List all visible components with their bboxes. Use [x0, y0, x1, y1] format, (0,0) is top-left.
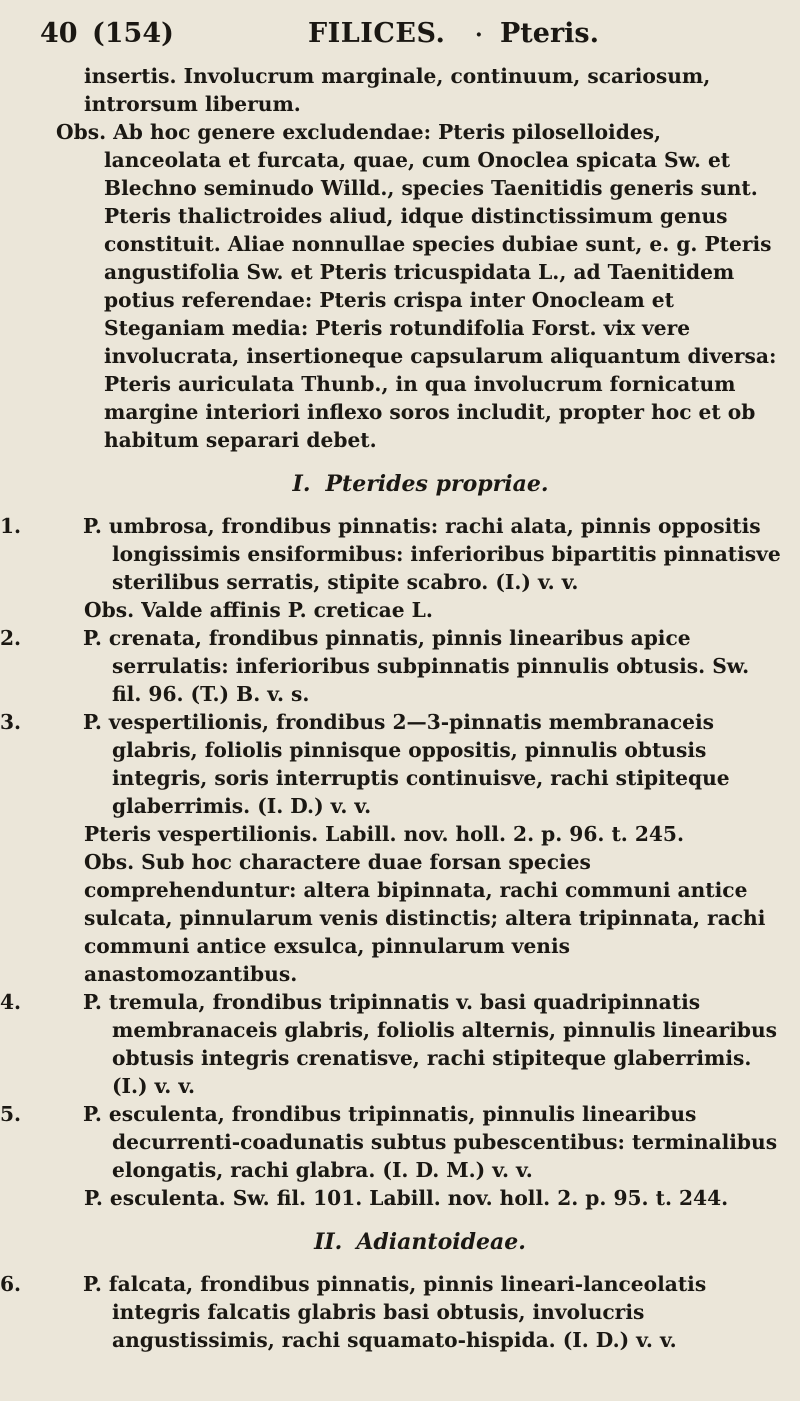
- section-title: Pterides propriae.: [325, 471, 549, 497]
- species-text: P. crenata, frondibus pinnatis, pinnis linearibus apice serrulatis: inferioribus subpinnatis pinnulis obtusis. Sw. fil. 96. (T.) B. v. s.: [83, 626, 750, 706]
- page-reference: (154): [92, 18, 174, 49]
- page-body: [0, 62, 784, 1354]
- obs-intro: [56, 118, 784, 454]
- species-note-text: Obs. Valde affinis P. creticae L.: [84, 598, 433, 622]
- species-note: [56, 1184, 784, 1212]
- species-note: [56, 596, 784, 624]
- page-header: [0, 8, 800, 58]
- species-text: P. esculenta, frondibus tripinnatis, pinnulis linearibus decurrenti-coadunatis subtus pubescentibus: terminalibus elongatis, rachi glabra. (I. D. M.) v. v.: [83, 1102, 778, 1182]
- species-entry: [0, 1100, 784, 1184]
- species-text: P. umbrosa, frondibus pinnatis: rachi alata, pinnis oppositis longissimis ensiformibus: inferioribus bipartitis pinnatisve sterilibus serratis, stipite scabro. (I.) v. v.: [83, 514, 781, 594]
- section-numeral: II.: [314, 1229, 343, 1255]
- species-entry: [0, 708, 784, 820]
- species-number: 4.: [0, 990, 22, 1014]
- species-note: [56, 820, 784, 848]
- obs-text: Ab hoc genere excludendae: Pteris piloselloides, lanceolata et furcata, quae, cum Onoclea spicata Sw. et Blechno seminudo Willd., species Taenitidis generis sunt. Pteris thalictroides aliud, idque distinctissimum genus constituit. Aliae nonnullae species dubiae sunt, e. g. Pteris angustifolia Sw. et Pteris tricuspidata L., ad Taenitidem potius referendae: Pteris crispa inter Onocleam et Steganiam media: Pteris rotundifolia Forst. vix vere involucrata, insertioneque capsularum aliquantum diversa: Pteris auriculata Thunb., in qua involucrum fornicatum margine interiori inflexo soros includit, propter hoc et ob habitum separari debet.: [104, 120, 777, 452]
- species-note: [56, 848, 784, 988]
- species-note-text: Obs. Sub hoc charactere duae forsan species comprehenduntur: altera bipinnata, rachi communi antice sulcata, pinnularum venis distinctis; altera tripinnata, rachi communi antice exsulca, pinnularum venis anastomozantibus.: [84, 850, 766, 986]
- running-genus: Pteris.: [500, 18, 600, 49]
- species-text: P. vespertilionis, frondibus 2—3-pinnatis membranaceis glabris, foliolis pinnisque oppositis, pinnulis obtusis integris, soris interruptis continuisve, rachi stipiteque glaberrimis. (I. D.) v. v.: [83, 710, 730, 818]
- species-list: [0, 512, 784, 1212]
- species-text: P. tremula, frondibus tripinnatis v. basi quadripinnatis membranaceis glabris, foliolis alternis, pinnulis linearibus obtusis integris crenatisve, rachi stipiteque glaberrimis. (I.) v. v.: [83, 990, 778, 1098]
- species-number: 5.: [0, 1102, 22, 1126]
- header-separator: ·: [475, 22, 483, 48]
- species-note-text: P. esculenta. Sw. fil. 101. Labill. nov. holl. 2. p. 95. t. 244.: [84, 1186, 729, 1210]
- species-entry: [0, 624, 784, 708]
- species-number: 6.: [0, 1272, 22, 1296]
- section-heading-1: [56, 470, 784, 498]
- running-title: FILICES.: [308, 18, 446, 49]
- species-entry: [0, 512, 784, 596]
- species-text: P. falcata, frondibus pinnatis, pinnis lineari-lanceolatis integris falcatis glabris basi obtusis, involucris angustissimis, rachi squamato-hispida. (I. D.) v. v.: [83, 1272, 707, 1352]
- page-number: 40: [40, 18, 78, 49]
- species-entry: [0, 988, 784, 1100]
- section-heading-2: [56, 1228, 784, 1256]
- continuation-text: insertis. Involucrum marginale, continuum, scariosum, introrsum liberum.: [84, 64, 711, 116]
- species-list-2: [0, 1270, 784, 1354]
- species-number: 3.: [0, 710, 22, 734]
- species-note-text: Pteris vespertilionis. Labill. nov. holl. 2. p. 96. t. 245.: [84, 822, 685, 846]
- species-number: 2.: [0, 626, 22, 650]
- obs-label: Obs.: [56, 120, 107, 144]
- species-number: 1.: [0, 514, 22, 538]
- section-title: Adiantoideae.: [356, 1229, 526, 1255]
- section-numeral: I.: [292, 471, 311, 497]
- species-entry: [0, 1270, 784, 1354]
